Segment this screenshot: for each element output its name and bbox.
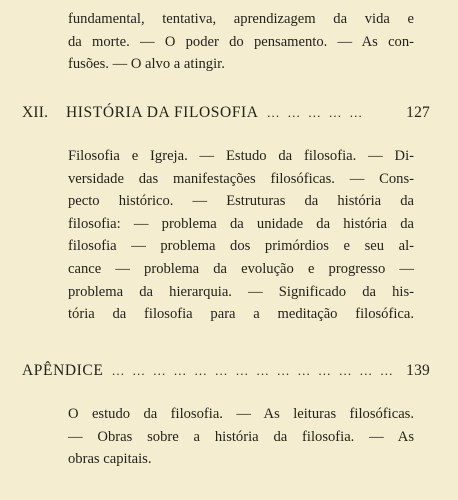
description-line: O estudo da filosofia. — As leituras filosóficas. [68, 406, 414, 422]
appendix-description [68, 403, 414, 471]
description-line: tória da filosofia para a meditação filosófica. [68, 306, 414, 323]
description-line: fusões. — O alvo a atingir. [68, 56, 225, 73]
description-line: pecto histórico. — Estruturas da história da [68, 193, 414, 210]
description-line: Filosofia e Igreja. — Estudo da filosofia. — Di- [68, 148, 414, 164]
chapter-heading-xii [22, 104, 430, 128]
description-line: filosofia — problema dos primórdios e seu al- [68, 238, 414, 255]
chapter-page-number: 127 [406, 104, 430, 121]
dot-leader: … … … … … [266, 105, 365, 120]
description-line: fundamental, tentativa, aprendizagem da vida e [68, 11, 414, 27]
description-line: da morte. — O poder do pensamento. — As con- [68, 33, 414, 50]
chapter-title: HISTÓRIA DA FILOSOFIA [66, 104, 259, 121]
description-line: versidade das manifestações filosóficas. — Cons- [68, 170, 414, 187]
description-line: filosofia: — problema da unidade da história da [68, 215, 414, 232]
appendix-page-number: 139 [406, 362, 430, 379]
chapter-number: XII. [22, 104, 49, 121]
description-line: problema da hierarquia. — Significado da his- [68, 283, 414, 300]
description-line: — Obras sobre a história da filosofia. — As [68, 428, 414, 445]
previous-chapter-description [68, 8, 414, 76]
chapter-xii-description [68, 145, 414, 326]
description-line: cance — problema da evolução e progresso — [68, 260, 414, 277]
dot-leader: … … … … … … … … … … … … … … [111, 363, 396, 378]
appendix-heading [22, 362, 430, 386]
appendix-title: APÊNDICE [22, 362, 104, 379]
description-line: obras capitais. [68, 451, 152, 468]
